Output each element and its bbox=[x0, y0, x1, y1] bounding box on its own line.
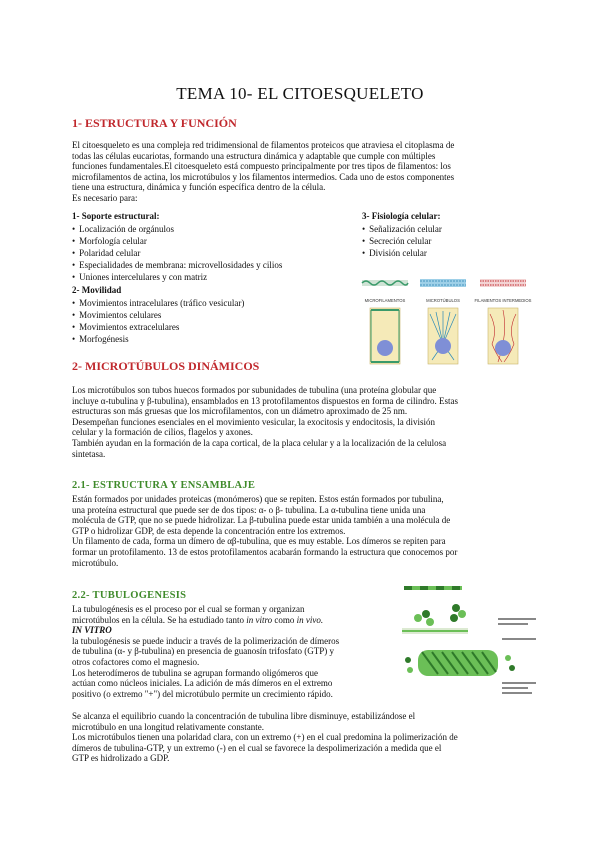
text-line: microtúbulo. bbox=[72, 557, 119, 568]
section-2-1-body bbox=[72, 494, 457, 568]
microfilament-strip bbox=[362, 280, 408, 286]
list-item: • Movimientos celulares bbox=[72, 309, 244, 321]
text-line: incluye α-tubulina y β-tubulina), ensamblados en 13 protofilamentos dispuestos en forma de cilindro. Estas bbox=[72, 395, 458, 406]
section-1-intro bbox=[72, 140, 454, 204]
text-line: otros cofactores como el magnesio. bbox=[72, 656, 200, 667]
section-2-1-heading: 2.1- ESTRUCTURA Y ENSAMBLAJE bbox=[72, 480, 256, 491]
text-fragment-italic: in vitro bbox=[246, 614, 273, 625]
text-line: estructuras son más gruesas que los microfilamentos, con un diámetro aproximado de 25 nm. bbox=[72, 406, 408, 417]
text-line: Se alcanza el equilibrio cuando la concentración de tubulina libre disminuye, estabilizándose el bbox=[72, 711, 416, 721]
soporte-heading: 1- Soporte estructural: bbox=[72, 211, 160, 221]
text-line: funciones fundamentales.El citoesqueleto está compuesto principalmente por tres tipos de filamentos: los bbox=[72, 161, 451, 172]
list-item: • Morfogénesis bbox=[72, 333, 244, 345]
section-2-2-heading: 2.2- TUBULOGENESIS bbox=[72, 590, 187, 601]
cytoskeleton-figure bbox=[358, 274, 538, 366]
list-item: • Movimientos extracelulares bbox=[72, 321, 244, 333]
section-2-heading: 2- MICROTÚBULOS DINÁMICOS bbox=[72, 359, 260, 373]
list-item: • Morfología celular bbox=[72, 235, 282, 247]
text-line: celular y la formación de cilios, flagelos y axones. bbox=[72, 427, 253, 438]
text-line bbox=[72, 615, 339, 626]
text-line: de tubulina (α- y β-tubulina) en presencia de guanosín trifosfato (GTP) y bbox=[72, 646, 334, 657]
text-line: Un filamento de cada, forma un dímero de αβ-tubulina, que es muy estable. Los dímeros se repiten para bbox=[72, 536, 446, 547]
list-item: • Movimientos intracelulares (tráfico vesicular) bbox=[72, 297, 244, 309]
movilidad-heading: 2- Movilidad bbox=[72, 285, 122, 295]
section-2-2-body-narrow bbox=[72, 604, 339, 699]
text-line: Están formados por unidades proteicas (monómeros) que se repiten. Estos están formados por tubulina, bbox=[72, 494, 444, 504]
text-line: microfilamentos de actina, los microtúbulos y los filamentos intermedios. Cada uno de estos componentes bbox=[72, 171, 455, 182]
cell-intermediate-filaments bbox=[488, 308, 518, 364]
fisiologia-list bbox=[362, 223, 442, 259]
text-line: la tubulogénesis se puede inducir a través de la polimerización de dímeros bbox=[72, 635, 340, 646]
intermediate-filament-strip bbox=[480, 279, 526, 287]
text-line: microtúbulo en una longitud relativamente constante. bbox=[72, 721, 264, 732]
microtubule-strip bbox=[420, 279, 466, 287]
text-line: actúan como núcleos iniciales. La adición de más dímeros en el extremo bbox=[72, 678, 333, 689]
list-item: • Señalización celular bbox=[362, 223, 442, 235]
in-vitro-label bbox=[72, 625, 339, 636]
section-2-body bbox=[72, 385, 458, 459]
text-line: molécula de GTP, que no se puede hidrolizar. La β-tubulina puede estar unida también a una molécula de bbox=[72, 515, 451, 526]
text-fragment-italic: in vivo. bbox=[296, 614, 324, 625]
list-item: • Especialidades de membrana: microvellosidades y cilios bbox=[72, 259, 282, 271]
text-line: Los microtúbulos tienen una polaridad clara, con un extremo (+) en el cual predomina la polimerización de bbox=[72, 732, 458, 743]
dimer-strip-top bbox=[404, 586, 462, 590]
text-line: formar un protofilamento. 13 de estos protofilamentos acabarán formando la estructura que conocemos por bbox=[72, 546, 458, 557]
list-item: • Uniones intercelulares y con matriz bbox=[72, 271, 282, 283]
in-vitro-label-text: IN VITRO bbox=[72, 625, 112, 636]
text-line: Desempeñan funciones esenciales en el movimiento vesicular, la exocitosis y endocitosis, la división bbox=[72, 416, 436, 427]
text-line: También ayudan en la formación de la capa cortical, de la placa celular y a la localización de la celulosa bbox=[72, 437, 447, 448]
figure-label-microtubulos: MICROTÚBULOS bbox=[426, 298, 460, 303]
text-fragment: microtúbulos en la célula. Se ha estudiado tanto bbox=[72, 614, 247, 625]
figure-legend-marks bbox=[498, 618, 536, 694]
text-line: una proteína estructural que puede ser de dos tipos: α- o β- tubulina. La α-tubulina tiene unida una bbox=[72, 504, 426, 515]
list-item: • Secreción celular bbox=[362, 235, 442, 247]
text-line: GTP o hidrolizar GDP, de esta depende la concentración entre los extremos. bbox=[72, 525, 346, 536]
text-line: La tubulogénesis es el proceso por el cual se forman y organizan bbox=[72, 604, 305, 614]
text-fragment: como bbox=[272, 614, 297, 625]
fisiologia-heading: 3- Fisiología celular: bbox=[362, 211, 441, 221]
text-line: dímeros de tubulina-GTP, y un extremo (-) en el cual se favorece la despolimerización a medida que el bbox=[72, 742, 442, 753]
list-item: • Polaridad celular bbox=[72, 247, 282, 259]
figure-label-microfilamentos: MICROFILAMENTOS bbox=[364, 298, 406, 303]
text-line: todas las células eucariotas, formando una estructura dinámica y adaptable que cumple con múltiples bbox=[72, 150, 436, 161]
text-line: Los heterodímeros de tubulina se agrupan formando oligómeros que bbox=[72, 667, 318, 678]
oligomer-sketch bbox=[402, 604, 468, 634]
text-line: El citoesqueleto es una compleja red tridimensional de filamentos proteicos que atraviesa el citoplasma de bbox=[72, 140, 455, 150]
movilidad-list bbox=[72, 297, 244, 345]
section-1-heading: 1- ESTRUCTURA Y FUNCIÓN bbox=[72, 116, 237, 130]
text-line: Es necesario para: bbox=[72, 192, 138, 203]
cell-microtubules bbox=[428, 308, 458, 364]
section-2-2-body-full bbox=[72, 711, 458, 764]
list-item: • Localización de orgánulos bbox=[72, 223, 282, 235]
list-item: • División celular bbox=[362, 247, 442, 259]
page-title: TEMA 10- EL CITOESQUELETO bbox=[176, 84, 424, 103]
tubulogenesis-figure bbox=[398, 578, 543, 706]
text-line: Los microtúbulos son tubos huecos formados por subunidades de tubulina (una proteína globular que bbox=[72, 385, 437, 395]
text-line: positivo (o extremo "+") del microtúbulo permite un crecimiento rápido. bbox=[72, 688, 333, 699]
text-line: GTP es hidrolizado a GDP. bbox=[72, 753, 170, 764]
microtubule-cylinder bbox=[405, 650, 515, 676]
text-line: tiene una estructura, dinámica y función específica dentro de la célula. bbox=[72, 182, 326, 193]
soporte-list bbox=[72, 223, 282, 283]
text-line: sintetasa. bbox=[72, 448, 106, 459]
figure-label-filamentos-intermedios: FILAMENTOS INTERMEDIOS bbox=[474, 298, 532, 303]
cell-microfilaments bbox=[370, 308, 400, 364]
